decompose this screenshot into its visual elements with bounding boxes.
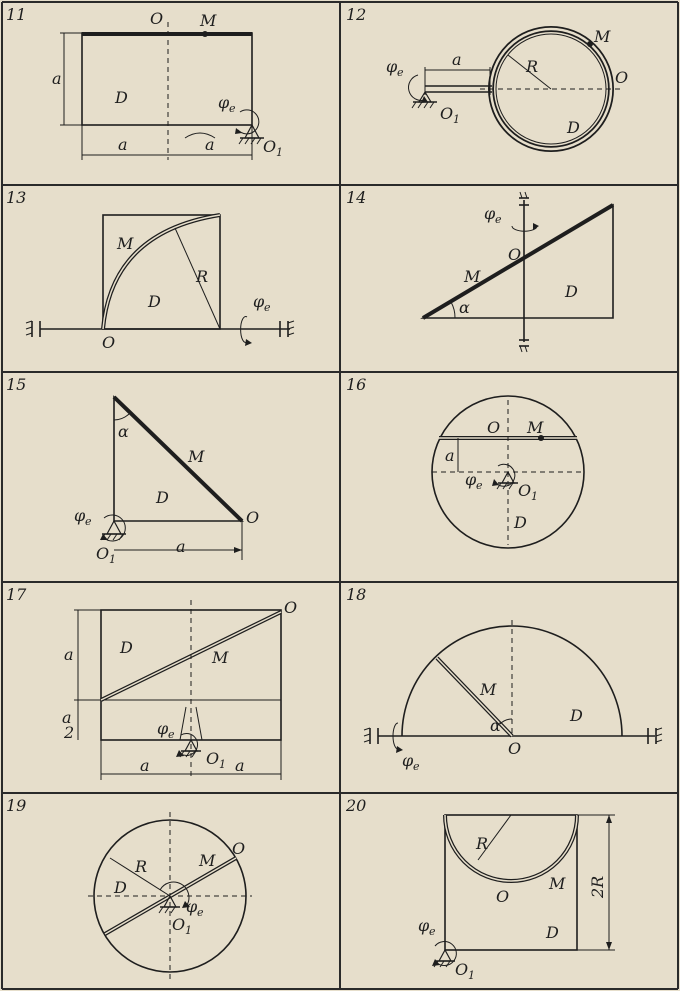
label-a: a — [452, 50, 462, 69]
label-d: D — [570, 706, 583, 725]
label-a-right: a — [235, 756, 245, 775]
label-a-half: a — [62, 708, 72, 727]
label-alpha: α — [490, 716, 501, 735]
label-m: M — [480, 680, 497, 699]
panel-number: 18 — [346, 585, 367, 604]
svg-text:e: e — [264, 301, 271, 314]
label-o: O — [150, 9, 164, 28]
label-o: O — [487, 418, 501, 437]
label-a: a — [445, 446, 455, 465]
label-o: O — [102, 333, 116, 352]
label-m: M — [199, 851, 216, 870]
label-m: M — [527, 418, 544, 437]
svg-text:e: e — [197, 906, 204, 919]
label-r: R — [476, 834, 489, 853]
svg-text:e: e — [229, 102, 236, 115]
svg-text:e: e — [413, 760, 420, 773]
label-m: M — [212, 648, 229, 667]
svg-text:2: 2 — [64, 723, 75, 742]
label-m: M — [188, 447, 205, 466]
label-o: O — [496, 887, 510, 906]
svg-text:1: 1 — [185, 924, 192, 937]
svg-text:e: e — [85, 515, 92, 528]
panel-number: 13 — [6, 188, 27, 207]
label-r: R — [526, 57, 539, 76]
label-d: D — [514, 513, 527, 532]
label-m: M — [549, 874, 566, 893]
label-d: D — [156, 488, 169, 507]
label-alpha: α — [118, 422, 129, 441]
label-a-vertical: a — [64, 645, 74, 664]
label-a-vertical: a — [52, 69, 62, 88]
label-m: M — [200, 11, 217, 30]
label-d: D — [546, 923, 559, 942]
panel-number: 11 — [6, 5, 27, 24]
point-m — [587, 41, 593, 47]
label-r: R — [135, 857, 148, 876]
svg-text:1: 1 — [109, 553, 116, 566]
panel-number: 15 — [6, 375, 27, 394]
label-o: O — [615, 68, 629, 87]
label-phi: φ — [418, 916, 430, 935]
label-a-left: a — [140, 756, 150, 775]
svg-text:e: e — [429, 925, 436, 938]
label-phi: φ — [484, 204, 496, 223]
point-m — [202, 31, 208, 37]
svg-text:1: 1 — [276, 146, 283, 159]
svg-text:e: e — [397, 66, 404, 79]
label-o: O — [508, 739, 522, 758]
label-phi: φ — [253, 292, 265, 311]
label-o: O — [508, 245, 522, 264]
panel-number: 12 — [346, 5, 367, 24]
label-m: M — [594, 27, 611, 46]
svg-text:1: 1 — [453, 113, 460, 126]
label-o1: O — [96, 544, 110, 563]
label-o1: O — [440, 104, 454, 123]
label-phi: φ — [218, 93, 230, 112]
label-m: M — [464, 267, 481, 286]
label-d: D — [115, 88, 128, 107]
label-a-right: a — [205, 135, 215, 154]
svg-text:e: e — [476, 479, 483, 492]
svg-text:e: e — [168, 728, 175, 741]
label-phi: φ — [386, 57, 398, 76]
panel-number: 16 — [346, 375, 367, 394]
label-2r: 2R — [588, 875, 607, 898]
label-a-left: a — [118, 135, 128, 154]
label-d: D — [120, 638, 133, 657]
label-o1: O — [518, 481, 532, 500]
label-d: D — [114, 878, 127, 897]
label-m: M — [117, 234, 134, 253]
label-o: O — [246, 508, 260, 527]
label-phi: φ — [74, 506, 86, 525]
panel-number: 14 — [346, 188, 367, 207]
label-o: O — [284, 598, 298, 617]
label-d: D — [567, 118, 580, 137]
svg-text:1: 1 — [531, 490, 538, 503]
label-d: D — [148, 292, 161, 311]
label-alpha: α — [459, 298, 470, 317]
label-phi: φ — [402, 751, 414, 770]
panel-number: 19 — [6, 796, 27, 815]
label-r: R — [196, 267, 209, 286]
label-o1: O — [206, 749, 220, 768]
label-phi: φ — [186, 897, 198, 916]
label-o1: O — [455, 960, 469, 979]
panel-number: 17 — [6, 585, 27, 604]
label-o1: O — [263, 137, 277, 156]
svg-text:1: 1 — [468, 969, 475, 982]
label-phi: φ — [157, 719, 169, 738]
label-a: a — [176, 537, 186, 556]
label-phi: φ — [465, 470, 477, 489]
label-d: D — [565, 282, 578, 301]
svg-text:1: 1 — [219, 758, 226, 771]
svg-text:e: e — [495, 213, 502, 226]
label-o1: O — [172, 915, 186, 934]
label-o: O — [232, 839, 246, 858]
panel-number: 20 — [346, 796, 367, 815]
